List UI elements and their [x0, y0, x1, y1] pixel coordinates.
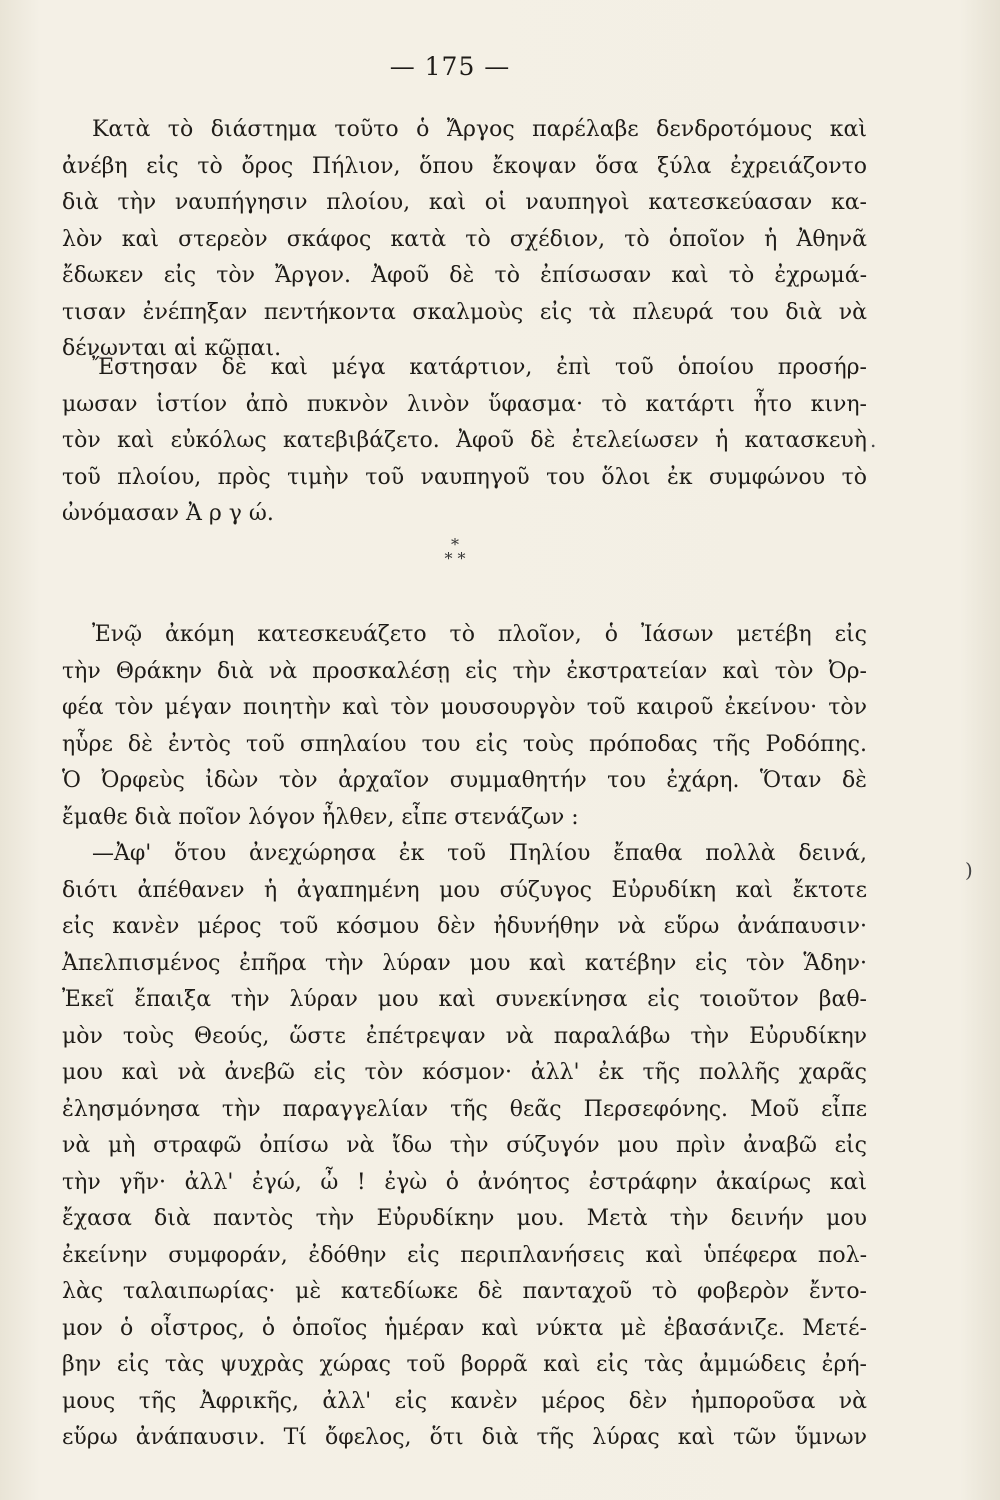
text-line: εὕρω ἀνάπαυσιν. Τί ὄφελος, ὅτι διὰ τῆς λύρας καὶ τῶν ὕμνων: [62, 1425, 867, 1450]
text-line: δένωνται αἱ κῶπαι.: [62, 336, 282, 361]
text-line: μους τῆς Ἀφρικῆς, ἀλλ' εἰς κανὲν μέρος δὲν ἠμποροῦσα νὰ: [62, 1388, 867, 1414]
margin-mark: ): [965, 858, 973, 882]
text-line: Κατὰ τὸ διάστημα τοῦτο ὁ Ἄργος παρέλαβε δενδροτόμους καὶ: [92, 117, 867, 142]
text-line: λὰς ταλαιπωρίας· μὲ κατεδίωκε δὲ πανταχοῦ τὸ φοβερὸν ἔντο-: [62, 1279, 867, 1304]
text-line: Ἐνῷ ἀκόμη κατεσκευάζετο τὸ πλοῖον, ὁ Ἰάσων μετέβη εἰς: [92, 622, 867, 647]
text-line: ἐκείνην συμφοράν, ἐδόθην εἰς περιπλανήσεις καὶ ὑπέφερα πολ-: [62, 1242, 867, 1268]
asterism-bottom: * *: [444, 549, 466, 568]
text-line: ἀνέβη εἰς τὸ ὄρος Πήλιον, ὅπου ἔκοψαν ὅσα ξύλα ἐχρειάζοντο: [62, 153, 867, 179]
text-line: ἔδωκεν εἰς τὸν Ἄργον. Ἀφοῦ δὲ τὸ ἐπίσωσαν καὶ τὸ ἐχρωμά-: [62, 263, 867, 288]
text-line: ἔχασα διὰ παντὸς τὴν Εὐρυδίκην μου. Μετὰ τὴν δεινήν μου: [62, 1206, 867, 1231]
page-number: — 175 —: [389, 52, 511, 81]
text-line: ηὗρε δὲ ἐντὸς τοῦ σπηλαίου του εἰς τοὺς πρόποδας τῆς Ροδόπης.: [62, 731, 867, 757]
text-line: μὸν τοὺς Θεούς, ὥστε ἐπέτρεψαν νὰ παραλάβω τὴν Εὐρυδίκην: [62, 1023, 867, 1049]
text-line: τὸν καὶ εὐκόλως κατεβιβάζετο. Ἀφοῦ δὲ ἐτελείωσεν ἡ κατασκευὴ: [62, 428, 867, 453]
text-line: τοῦ πλοίου, πρὸς τιμὴν τοῦ ναυπηγοῦ του ὅλοι ἐκ συμφώνου τὸ: [62, 464, 867, 490]
text-line: Ἐκεῖ ἔπαιξα τὴν λύραν μου καὶ συνεκίνησα εἰς τοιοῦτον βαθ-: [62, 987, 867, 1012]
text-line: φέα τὸν μέγαν ποιητὴν καὶ τὸν μουσουργὸν τοῦ καιροῦ ἐκείνου· τὸν: [62, 695, 867, 720]
text-line: νὰ μὴ στραφῶ ὀπίσω νὰ ἴδω τὴν σύζυγόν μου πρὶν ἀναβῶ εἰς: [62, 1133, 867, 1158]
paragraph-jason-and-orpheus: [62, 617, 867, 1457]
paragraph-argo-construction: [62, 112, 867, 368]
text-line: τὴν γῆν· ἀλλ' ἐγώ, ὦ ! ἐγὼ ὁ ἀνόητος ἐστράφην ἀκαίρως καὶ: [62, 1169, 867, 1195]
text-line: διὰ τὴν ναυπήγησιν πλοίου, καὶ οἱ ναυπηγοὶ κατεσκεύασαν κα-: [62, 190, 867, 215]
text-line: ἔμαθε διὰ ποῖον λόγον ἦλθεν, εἶπε στενάζων :: [62, 804, 579, 830]
text-line: εἰς κανὲν μέρος τοῦ κόσμου δὲν ἠδυνήθην νὰ εὕρω ἀνάπαυσιν·: [62, 914, 867, 939]
text-line: βην εἰς τὰς ψυχρὰς χώρας τοῦ βορρᾶ καὶ εἰς τὰς ἀμμώδεις ἐρή-: [62, 1352, 867, 1377]
text-line: Ἔστησαν δὲ καὶ μέγα κατάρτιον, ἐπὶ τοῦ ὁποίου προσήρ-: [92, 355, 867, 380]
text-line: ἐλησμόνησα τὴν παραγγελίαν τῆς θεᾶς Περσεφόνης. Μοῦ εἶπε: [62, 1096, 867, 1122]
text-line: λὸν καὶ στερεὸν σκάφος κατὰ τὸ σχέδιον, τὸ ὁποῖον ἡ Ἀθηνᾶ: [62, 226, 867, 252]
asterism-top: *: [451, 535, 459, 554]
text-line: ὠνόμασαν Ἀ ρ γ ώ.: [62, 501, 274, 526]
text-line: μον ὁ οἶστρος, ὁ ὁποῖος ἡμέραν καὶ νύκτα μὲ ἐβασάνιζε. Μετέ-: [62, 1315, 867, 1341]
text-line: τισαν ἐνέπηξαν πεντήκοντα σκαλμοὺς εἰς τὰ πλευρά του διὰ νὰ: [62, 299, 867, 325]
text-line: —Ἀφ' ὅτου ἀνεχώρησα ἐκ τοῦ Πηλίου ἔπαθα πολλὰ δεινά,: [92, 841, 867, 866]
text-line: Ὁ Ὀρφεὺς ἰδὼν τὸν ἀρχαῖον συμμαθητήν του ἐχάρη. Ὅταν δὲ: [62, 768, 867, 793]
text-line: μου καὶ νὰ ἀνεβῶ εἰς τὸν κόσμον· ἀλλ' ἐκ τῆς πολλῆς χαρᾶς: [62, 1060, 867, 1085]
text-line: τὴν Θράκην διὰ νὰ προσκαλέσῃ εἰς τὴν ἐκστρατείαν καὶ τὸν Ὀρ-: [62, 658, 867, 684]
section-separator-asterism: [425, 535, 485, 568]
text-line: διότι ἀπέθανεν ἡ ἀγαπημένη μου σύζυγος Εὐρυδίκη καὶ ἔκτοτε: [62, 877, 867, 903]
text-line: Ἀπελπισμένος ἐπῆρα τὴν λύραν μου καὶ κατέβην εἰς τὸν Ἅδην·: [62, 950, 867, 976]
margin-mark: .: [870, 428, 877, 452]
text-line: μωσαν ἱστίον ἀπὸ πυκνὸν λινὸν ὕφασμα· τὸ κατάρτι ἦτο κινη-: [62, 391, 867, 417]
paragraph-mast-and-naming: [62, 350, 867, 533]
